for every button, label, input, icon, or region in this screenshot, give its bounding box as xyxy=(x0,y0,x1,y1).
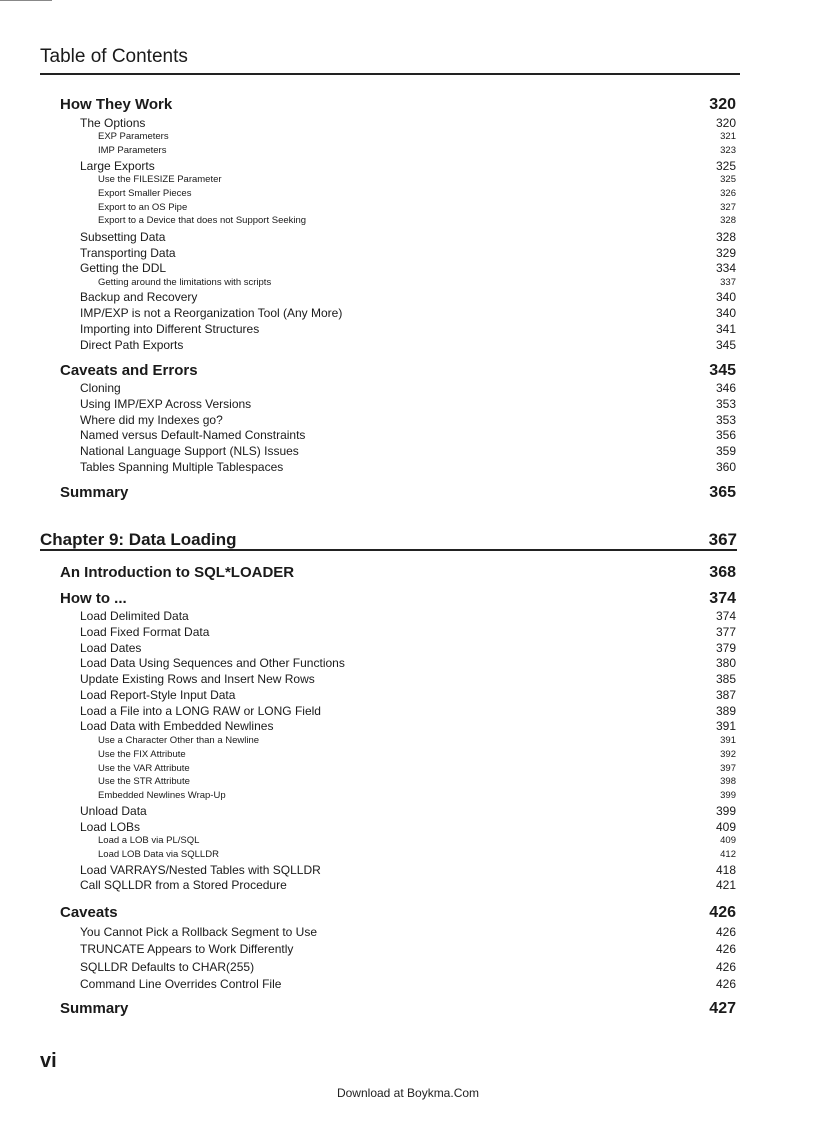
chapter-rule xyxy=(40,549,737,551)
toc-entry-title: Load a LOB via PL/SQL xyxy=(98,835,200,846)
toc-entry-title: Load Fixed Format Data xyxy=(80,625,210,639)
toc-subentry xyxy=(98,849,736,860)
toc-subentry xyxy=(98,145,736,156)
toc-entry-page: 328 xyxy=(715,230,736,244)
toc-entry-title: Summary xyxy=(60,484,129,501)
toc-entry xyxy=(80,977,736,991)
chapter-page: 367 xyxy=(708,530,737,549)
toc-entry-title: Load Delimited Data xyxy=(80,609,189,623)
toc-entry-title: Load Data with Embedded Newlines xyxy=(80,719,274,733)
toc-entry xyxy=(80,672,736,686)
toc-entry-page: 387 xyxy=(715,688,736,702)
toc-entry xyxy=(80,261,736,275)
toc-subentry xyxy=(98,735,736,746)
toc-subentry xyxy=(98,749,736,760)
toc-entry-page: 345 xyxy=(709,362,736,379)
toc-entry-title: Call SQLLDR from a Stored Procedure xyxy=(80,878,287,892)
toc-entry-page: 374 xyxy=(715,609,736,623)
toc-entry-page: 374 xyxy=(709,590,736,607)
toc-entry-title: Importing into Different Structures xyxy=(80,322,260,336)
toc-entry-title: Use the STR Attribute xyxy=(98,776,190,787)
toc-entry-title: Backup and Recovery xyxy=(80,290,198,304)
toc-entry xyxy=(80,397,736,411)
corner-mark xyxy=(0,0,52,1)
toc-entry-title: Transporting Data xyxy=(80,246,176,260)
toc-entry xyxy=(80,656,736,670)
toc-entry xyxy=(80,688,736,702)
toc-entry-page: 412 xyxy=(720,849,736,860)
toc-entry-page: 392 xyxy=(720,749,736,760)
toc-entry-page: 328 xyxy=(720,215,736,226)
toc-entry-page: 340 xyxy=(715,306,736,320)
toc-entry xyxy=(80,322,736,336)
toc-entry-page: 340 xyxy=(715,290,736,304)
toc-entry-title: An Introduction to SQL*LOADER xyxy=(60,564,295,581)
toc-entry-page: 346 xyxy=(715,381,736,395)
toc-entry-page: 399 xyxy=(720,790,736,801)
toc-entry xyxy=(80,338,736,352)
toc-entry-title: Load Report-Style Input Data xyxy=(80,688,236,702)
toc-entry-page: 398 xyxy=(720,776,736,787)
toc-entry xyxy=(80,159,736,173)
toc-entry xyxy=(80,381,736,395)
toc-entry-page: 323 xyxy=(720,145,736,156)
toc-entry-page: 426 xyxy=(715,977,736,991)
toc-entry-title: EXP Parameters xyxy=(98,131,169,142)
toc-entry-page: 421 xyxy=(715,878,736,892)
toc-entry-page: 426 xyxy=(715,925,736,939)
toc-entry-title: SQLLDR Defaults to CHAR(255) xyxy=(80,960,255,974)
toc-entry-title: IMP Parameters xyxy=(98,145,167,156)
toc-entry xyxy=(80,413,736,427)
toc-entry-page: 391 xyxy=(715,719,736,733)
toc-subentry xyxy=(98,790,736,801)
toc-entry-title: Getting around the limitations with scripts xyxy=(98,277,272,288)
toc-entry-page: 320 xyxy=(715,116,736,130)
toc-entry-title: Command Line Overrides Control File xyxy=(80,977,282,991)
toc-entry-page: 426 xyxy=(709,904,736,921)
toc-entry-title: How to ... xyxy=(60,590,127,607)
toc-section xyxy=(60,904,736,922)
toc-entry-page: 359 xyxy=(715,444,736,458)
toc-entry-page: 327 xyxy=(720,202,736,213)
toc-section xyxy=(60,1000,736,1018)
toc-entry-title: Load LOBs xyxy=(80,820,141,834)
toc-entry-page: 379 xyxy=(715,641,736,655)
toc-entry xyxy=(80,625,736,639)
chapter-title: Chapter 9: Data Loading xyxy=(40,530,237,549)
toc-subentry xyxy=(98,835,736,846)
toc-entry-title: Export to a Device that does not Support Seeking xyxy=(98,215,307,226)
toc-entry-page: 377 xyxy=(715,625,736,639)
toc-entry-page: 380 xyxy=(715,656,736,670)
toc-entry xyxy=(80,925,736,939)
toc-entry xyxy=(80,290,736,304)
toc-entry-title: National Language Support (NLS) Issues xyxy=(80,444,299,458)
toc-section xyxy=(60,564,736,582)
toc-entry xyxy=(80,863,736,877)
toc-entry xyxy=(80,460,736,474)
toc-entry-page: 385 xyxy=(715,672,736,686)
toc-entry-page: 320 xyxy=(709,96,736,113)
toc-entry-page: 360 xyxy=(715,460,736,474)
toc-entry-title: Summary xyxy=(60,1000,129,1017)
toc-entry-title: Unload Data xyxy=(80,804,147,818)
toc-entry-title: Update Existing Rows and Insert New Rows xyxy=(80,672,315,686)
toc-entry-title: Load VARRAYS/Nested Tables with SQLLDR xyxy=(80,863,321,877)
toc-subentry xyxy=(98,174,736,185)
toc-entry-title: Caveats xyxy=(60,904,118,921)
toc-entry-page: 391 xyxy=(720,735,736,746)
toc-subentry xyxy=(98,776,736,787)
toc-subentry xyxy=(98,277,736,288)
toc-entry xyxy=(80,942,736,956)
toc-entry-title: Export Smaller Pieces xyxy=(98,188,192,199)
toc-entry-page: 329 xyxy=(715,246,736,260)
toc-subentry xyxy=(98,131,736,142)
toc-entry-page: 356 xyxy=(715,428,736,442)
toc-entry-title: Use the VAR Attribute xyxy=(98,763,190,774)
toc-entry-page: 418 xyxy=(715,863,736,877)
toc-subentry xyxy=(98,215,736,226)
toc-subentry xyxy=(98,202,736,213)
toc-entry xyxy=(80,960,736,974)
toc-entry xyxy=(80,116,736,130)
toc-entry-page: 325 xyxy=(720,174,736,185)
toc-section xyxy=(60,590,736,608)
toc-entry-page: 321 xyxy=(720,131,736,142)
footer-source-text: Download at Boykma.Com xyxy=(336,1086,480,1100)
toc-entry-title: Subsetting Data xyxy=(80,230,166,244)
toc-entry xyxy=(80,306,736,320)
toc-entry-title: Tables Spanning Multiple Tablespaces xyxy=(80,460,284,474)
toc-entry-title: Embedded Newlines Wrap-Up xyxy=(98,790,226,801)
toc-section xyxy=(60,362,736,380)
toc-subentry xyxy=(98,188,736,199)
toc-entry-page: 427 xyxy=(709,1000,736,1017)
toc-entry-page: 334 xyxy=(715,261,736,275)
toc-entry-title: Direct Path Exports xyxy=(80,338,184,352)
toc-section xyxy=(60,96,736,114)
toc-section xyxy=(60,484,736,502)
page-header-title: Table of Contents xyxy=(40,46,188,67)
toc-entry-title: Using IMP/EXP Across Versions xyxy=(80,397,252,411)
toc-entry-page: 326 xyxy=(720,188,736,199)
toc-entry xyxy=(80,641,736,655)
toc-entry-page: 426 xyxy=(715,960,736,974)
toc-entry-title: Named versus Default-Named Constraints xyxy=(80,428,306,442)
toc-entry xyxy=(80,878,736,892)
toc-entry-page: 409 xyxy=(720,835,736,846)
toc-entry-title: Use the FIX Attribute xyxy=(98,749,186,760)
toc-entry xyxy=(80,428,736,442)
toc-entry-page: 353 xyxy=(715,397,736,411)
toc-entry xyxy=(80,444,736,458)
toc-entry-title: Load Dates xyxy=(80,641,142,655)
toc-entry-page: 409 xyxy=(715,820,736,834)
toc-entry-title: Getting the DDL xyxy=(80,261,167,275)
toc-entry-title: Caveats and Errors xyxy=(60,362,198,379)
toc-entry-title: Load LOB Data via SQLLDR xyxy=(98,849,219,860)
toc-entry-title: The Options xyxy=(80,116,146,130)
toc-entry-page: 399 xyxy=(715,804,736,818)
toc-entry-title: Load a File into a LONG RAW or LONG Field xyxy=(80,704,321,718)
toc-entry xyxy=(80,246,736,260)
toc-entry-title: Large Exports xyxy=(80,159,155,173)
toc-entry-page: 325 xyxy=(715,159,736,173)
toc-subentry xyxy=(98,763,736,774)
toc-entry xyxy=(80,230,736,244)
toc-entry-title: Where did my Indexes go? xyxy=(80,413,223,427)
toc-entry xyxy=(80,804,736,818)
toc-entry xyxy=(80,704,736,718)
toc-entry-page: 389 xyxy=(715,704,736,718)
toc-entry-page: 353 xyxy=(715,413,736,427)
toc-entry-title: Use the FILESIZE Parameter xyxy=(98,174,222,185)
toc-entry-page: 341 xyxy=(715,322,736,336)
toc-entry-title: You Cannot Pick a Rollback Segment to Use xyxy=(80,925,318,939)
toc-entry-page: 345 xyxy=(715,338,736,352)
toc-entry xyxy=(80,719,736,733)
toc-entry-page: 365 xyxy=(709,484,736,501)
header-rule xyxy=(40,73,740,75)
toc-entry-page: 426 xyxy=(715,942,736,956)
toc-entry-page: 337 xyxy=(720,277,736,288)
toc-entry-page: 368 xyxy=(709,564,736,581)
toc-entry-title: Load Data Using Sequences and Other Functions xyxy=(80,656,345,670)
chapter-heading xyxy=(40,530,737,550)
toc-entry-title: Cloning xyxy=(80,381,121,395)
toc-entry-title: IMP/EXP is not a Reorganization Tool (Any More) xyxy=(80,306,343,320)
page-number: vi xyxy=(40,1050,57,1072)
toc-entry-title: Export to an OS Pipe xyxy=(98,202,188,213)
toc-entry-title: Use a Character Other than a Newline xyxy=(98,735,260,746)
toc-entry-page: 397 xyxy=(720,763,736,774)
toc-entry-title: TRUNCATE Appears to Work Differently xyxy=(80,942,294,956)
toc-entry-title: How They Work xyxy=(60,96,173,113)
toc-entry xyxy=(80,820,736,834)
toc-entry xyxy=(80,609,736,623)
